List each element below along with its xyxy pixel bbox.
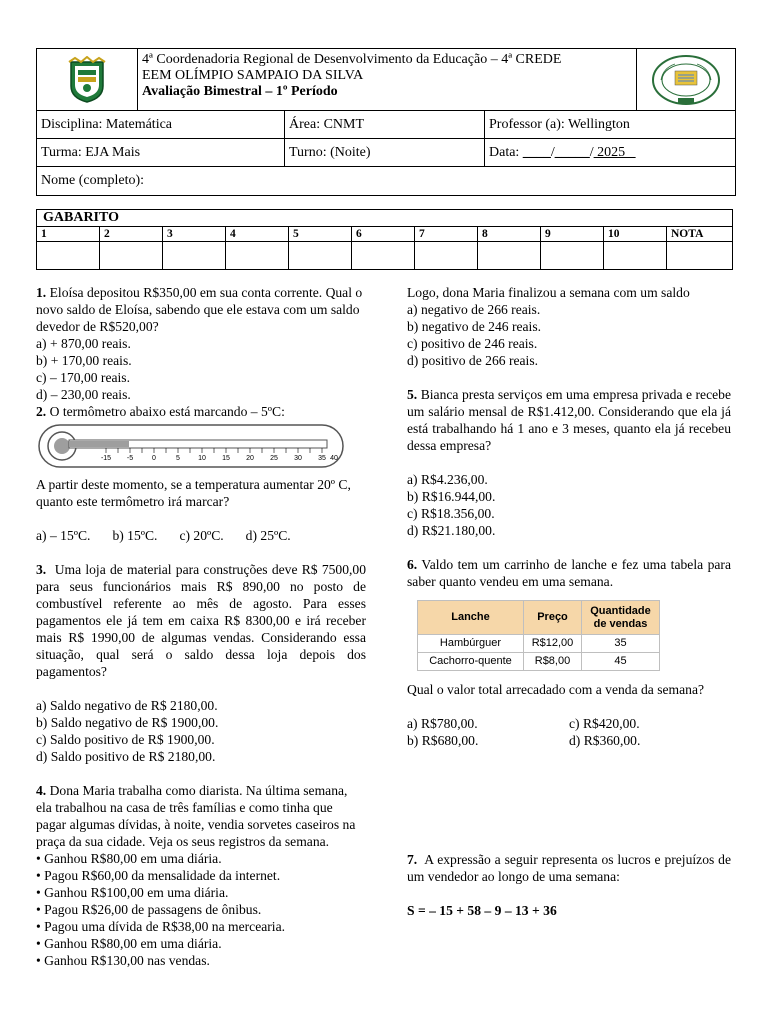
answer-key-header: 3 [163,227,226,241]
thermo-tick: 20 [246,455,254,462]
answer-key-header: 7 [415,227,478,241]
table-cell: Hambúrguer [418,635,524,653]
question-5-option-a[interactable]: a) R$4.236,00. [407,472,488,487]
thermo-tick: 40 [330,455,338,462]
school-header [36,48,736,196]
question-3-option-a[interactable]: a) Saldo negativo de R$ 2180,00. [36,698,218,713]
question-2-options [36,527,366,544]
question-6-text: 6. Valdo tem um carrinho de lanche e fez uma tabela para saber quanto vendeu em uma semana. [407,557,731,589]
professor-field: Professor (a): Wellington [489,117,630,132]
question-6-question: Qual o valor total arrecadado com a venda da semana? [407,682,705,697]
area-field: Área: CNMT [285,111,485,138]
question-4-record: • Pagou R$26,00 de passagens de ônibus. [36,902,262,917]
thermo-tick: 25 [270,455,278,462]
thermo-tick: 30 [294,455,302,462]
question-4-option-b[interactable]: b) negativo de 246 reais. [407,319,542,334]
data-label: Data: [489,145,523,160]
answer-cell[interactable] [415,242,478,269]
table-cell: 35 [582,635,660,653]
data-day-blank: ____ [522,145,551,160]
table-cell: Cachorro-quente [418,653,524,671]
disciplina-field: Disciplina: Matemática [37,111,285,138]
question-2-option-a[interactable]: a) – 15ºC. [36,528,91,543]
question-3-option-d[interactable]: d) Saldo positivo de R$ 2180,00. [36,749,216,764]
question-5-option-b[interactable]: b) R$16.944,00. [407,489,496,504]
table-row [418,635,660,653]
question-3-option-b[interactable]: b) Saldo negativo de R$ 1900,00. [36,715,219,730]
table-header: Lanche [418,601,524,635]
answer-cell[interactable] [541,242,604,269]
answer-key-header: 5 [289,227,352,241]
question-1-option-c[interactable]: c) – 170,00 reais. [36,370,130,385]
answer-key-title: GABARITO [37,210,732,227]
answer-key-header: 2 [100,227,163,241]
question-4-record: • Ganhou R$80,00 em uma diária. [36,851,222,866]
answer-cell[interactable] [226,242,289,269]
answer-cell[interactable] [37,242,100,269]
right-column [407,284,731,919]
question-4-record: • Ganhou R$80,00 em uma diária. [36,936,222,951]
question-4-record: • Pagou uma dívida de R$38,00 na mercearia. [36,919,285,934]
answer-key-grid [36,209,733,270]
answer-cell[interactable] [100,242,163,269]
answer-key-header: 6 [352,227,415,241]
data-month-blank: _____ [554,145,590,160]
question-2-option-c[interactable]: c) 20ºC. [179,528,224,543]
answer-key-header: 9 [541,227,604,241]
question-7-expression: S = – 15 + 58 – 9 – 13 + 36 [407,903,557,918]
thermo-tick: 35 [318,455,326,462]
table-cell: R$8,00 [524,653,582,671]
answer-key-header: 4 [226,227,289,241]
question-3-option-c[interactable]: c) Saldo positivo de R$ 1900,00. [36,732,215,747]
question-4-record: • Ganhou R$130,00 nas vendas. [36,953,210,968]
answer-key-header-nota: NOTA [671,228,704,240]
answer-cell[interactable] [352,242,415,269]
table-header: Preço [524,601,582,635]
table-header: Quantidade de vendas [582,601,660,635]
school-seal-logo [636,49,735,110]
answer-cell[interactable] [289,242,352,269]
thermo-tick: 5 [176,455,180,462]
school-name: EEM OLÍMPIO SAMPAIO DA SILVA [142,68,364,83]
question-6-option-b[interactable]: b) R$680,00. [407,733,479,748]
question-2-followup: A partir deste momento, se a temperatura aumentar 20º C, quanto este termômetro irá marcar? [36,477,351,509]
question-2-option-d[interactable]: d) 25ºC. [245,528,291,543]
coordination-line: 4ª Coordenadoria Regional de Desenvolvimento da Educação – 4ª CREDE [142,52,562,67]
thermo-tick: 0 [152,455,156,462]
thermo-tick: -5 [126,455,134,462]
thermo-tick: -15 [100,455,112,462]
question-4-continuation: Logo, dona Maria finalizou a semana com um saldo [407,285,690,300]
exam-title: Avaliação Bimestral – 1º Período [142,84,338,99]
data-year: 2025 [593,145,636,160]
question-1-option-b[interactable]: b) + 170,00 reais. [36,353,132,368]
header-title-block [138,49,636,110]
answer-cell[interactable] [163,242,226,269]
turno-field: Turno: (Noite) [285,139,485,166]
snack-sales-table [417,600,660,671]
question-7-text: 7. A expressão a seguir representa os lucros e prejuízos de um vendedor ao longo de uma semana: [407,852,731,884]
question-5-option-c[interactable]: c) R$18.356,00. [407,506,495,521]
answer-key-header: 10 [604,227,667,241]
answer-cell[interactable] [604,242,667,269]
question-5-option-d[interactable]: d) R$21.180,00. [407,523,496,538]
question-1-option-d[interactable]: d) – 230,00 reais. [36,387,131,402]
question-6-option-d[interactable]: d) R$360,00. [569,733,641,748]
question-4-option-c[interactable]: c) positivo de 246 reais. [407,336,538,351]
question-6-option-c[interactable]: c) R$420,00. [569,716,640,731]
answer-cell[interactable] [478,242,541,269]
question-2-text: 2. O termômetro abaixo está marcando – 5ºC: [36,404,285,419]
question-2-option-b[interactable]: b) 15ºC. [112,528,158,543]
question-4-option-a[interactable]: a) negativo de 266 reais. [407,302,541,317]
question-3-text: 3. Uma loja de material para construções deve R$ 7500,00 para seus funcionários mais R$ 890,00 no posto de combustível referente ao mês de agosto. Para esses pagamentos ele já tem em caixa R$ 8300,00 e irá receber mais R$ 1990,00 de algumas vendas. Considerando essa situação, qual será o saldo dessa loja depois dos pagamentos? [36,562,367,679]
answer-key-header: 8 [478,227,541,241]
question-4-record: • Ganhou R$100,00 em uma diária. [36,885,229,900]
nota-cell[interactable] [667,242,732,269]
table-cell: R$12,00 [524,635,582,653]
question-5-text: 5. Bianca presta serviços em uma empresa privada e recebe um salário mensal de R$1.412,00. Considerando que ela já está trabalhando há 1 ano e 3 meses, quanto ela já recebeu dessa empresa? [407,387,731,453]
question-1-text: 1. Eloísa depositou R$350,00 em sua conta corrente. Qual o novo saldo de Eloísa, sabendo que ele estava com um saldo devedor de R$520,00? [36,285,363,334]
left-column [36,284,366,969]
table-row [418,653,660,671]
question-1-option-a[interactable]: a) + 870,00 reais. [36,336,131,351]
answer-key-header: 1 [37,227,100,241]
question-6-options [407,715,731,749]
data-sep-2: / [589,145,594,160]
nome-field[interactable]: Nome (completo): [41,173,145,188]
table-cell: 45 [582,653,660,671]
question-4-text: 4. Dona Maria trabalha como diarista. Na última semana, ela trabalhou na casa de três famílias e como tinha que pagar algumas dívidas, à noite, vendia sorvetes caseiros na praça da sua cidade. Veja os seus registros da semana. [36,783,356,849]
data-field[interactable] [485,139,735,166]
state-coat-of-arms-logo [37,49,138,110]
turma-field: Turma: EJA Mais [37,139,285,166]
thermo-tick: 15 [222,455,230,462]
question-4-option-d[interactable]: d) positivo de 266 reais. [407,353,539,368]
data-sep-1: / [550,145,555,160]
thermometer-figure [38,424,366,472]
question-6-option-a[interactable]: a) R$780,00. [407,716,478,731]
thermo-tick: 10 [198,455,206,462]
question-4-record: • Pagou R$60,00 da mensalidade da internet. [36,868,281,883]
